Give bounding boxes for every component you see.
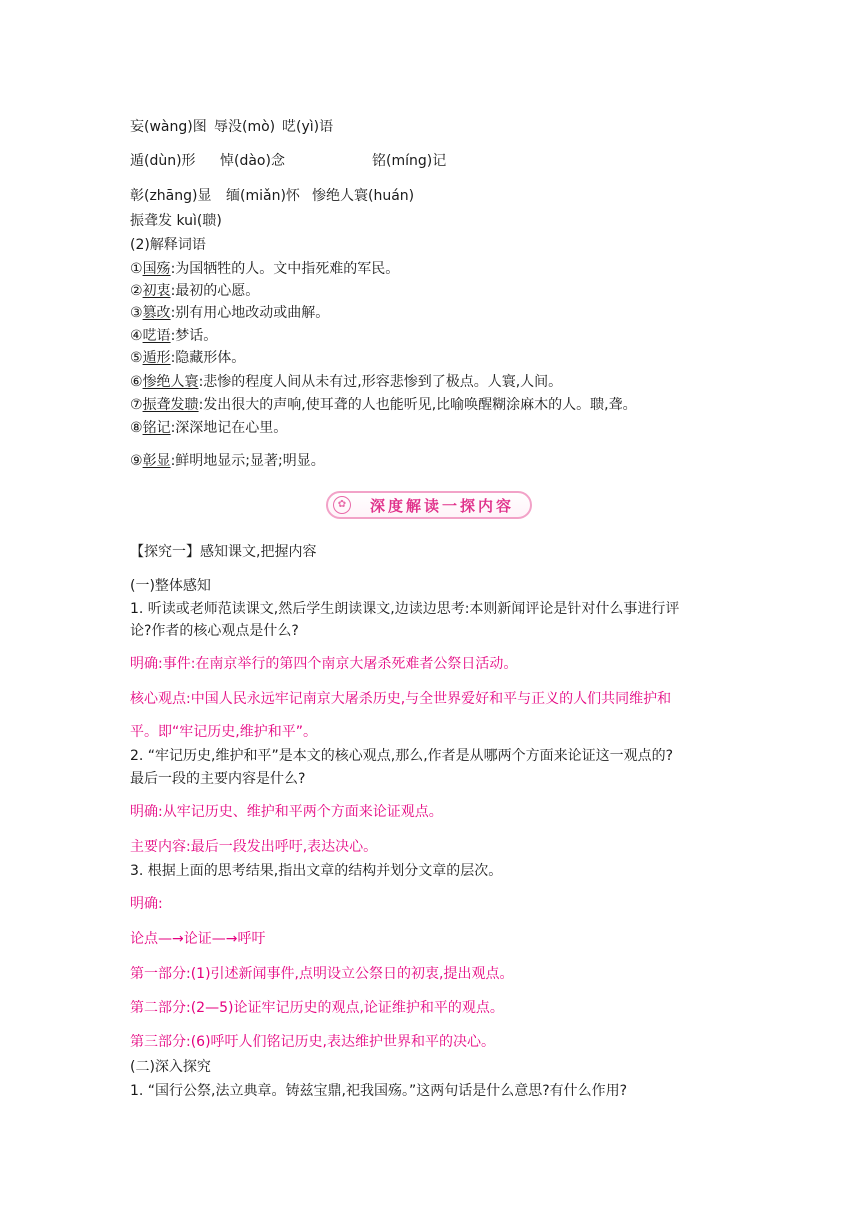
question-2-line-2: 最后一段的主要内容是什么?: [130, 771, 306, 787]
answer-3-part-3: 第三部分:(6)呼吁人们铭记历史,表达维护世界和平的决心。: [130, 1034, 495, 1050]
vocab-word: 遁(dùn)形: [130, 153, 196, 169]
vocab-word: 铭(míng)记: [372, 153, 447, 169]
vocab-word: 辱没(mò): [214, 119, 276, 135]
banner-title: 深度解读一探内容: [369, 497, 514, 515]
answer-3-label: 明确:: [130, 896, 163, 912]
vocab-row-4: 振聋发 kuì(聩): [130, 213, 222, 229]
vocab-word: 妄(wàng)图: [130, 119, 207, 135]
vocab-word: 彰(zhāng)显: [130, 188, 212, 204]
explain-item: ⑨彰显:鲜明地显示;显著;明显。: [130, 453, 325, 469]
answer-2-aspects: 明确:从牢记历史、维护和平两个方面来论证观点。: [130, 804, 443, 820]
answer-3-structure: 论点—→论证—→呼吁: [130, 931, 266, 947]
explain-item: ⑤遁形:隐藏形体。: [130, 350, 246, 366]
explain-term: 呓语: [142, 328, 171, 344]
answer-1-view-cont: 平。即“牢记历史,维护和平”。: [130, 724, 317, 740]
explain-term: 铭记: [142, 420, 171, 436]
answer-3-part-1: 第一部分:(1)引述新闻事件,点明设立公祭日的初衷,提出观点。: [130, 966, 514, 982]
vocab-word: 惨绝人寰(huán): [312, 188, 415, 204]
explain-item: ④呓语:梦话。: [130, 328, 218, 344]
section-banner: [326, 491, 532, 519]
explain-item: ③篡改:别有用心地改动或曲解。: [130, 305, 330, 321]
question-1-line-1: 1. 听读或老师范读课文,然后学生朗读课文,边读边思考:本则新闻评论是针对什么事进行评: [130, 601, 680, 617]
answer-2-summary: 主要内容:最后一段发出呼吁,表达决心。: [130, 839, 378, 855]
answer-3-part-2: 第二部分:(2—5)论证牢记历史的观点,论证维护和平的观点。: [130, 1000, 504, 1016]
banner-badge-icon: ✿: [333, 496, 351, 514]
vocab-word: 缅(miǎn)怀: [226, 188, 300, 204]
explain-item: ②初衷:最初的心愿。: [130, 283, 260, 299]
vocab-word: 悼(dào)念: [220, 153, 285, 169]
question-4: 1. “国行公祭,法立典章。铸兹宝鼎,祀我国殇。”这两句话是什么意思?有什么作用?: [130, 1083, 628, 1099]
explain-term: 初衷: [142, 283, 171, 299]
subsection-title: (一)整体感知: [130, 578, 211, 594]
explain-term: 篡改: [142, 305, 171, 321]
vocab-word: 呓(yì)语: [282, 119, 334, 135]
question-2-line-1: 2. “牢记历史,维护和平”是本文的核心观点,那么,作者是从哪两个方面来论证这一观点的?: [130, 748, 674, 764]
explain-item: ⑧铭记:深深地记在心里。: [130, 420, 288, 436]
explain-item: ⑦振聋发聩:发出很大的声响,使耳聋的人也能听见,比喻唤醒糊涂麻木的人。聩,聋。: [130, 397, 637, 413]
explain-item: ①国殇:为国牺牲的人。文中指死难的军民。: [130, 261, 400, 277]
answer-1-view: 核心观点:中国人民永远牢记南京大屠杀历史,与全世界爱好和平与正义的人们共同维护和: [130, 691, 672, 707]
explain-term: 振聋发聩: [142, 397, 199, 413]
section-title: 【探究一】感知课文,把握内容: [130, 544, 317, 560]
explain-term: 国殇: [142, 261, 171, 277]
explain-term: 彰显: [142, 453, 171, 469]
question-1-line-2: 论?作者的核心观点是什么?: [130, 623, 299, 639]
explain-term: 遁形: [142, 350, 171, 366]
explain-heading: (2)解释词语: [130, 237, 206, 253]
explain-term: 惨绝人寰: [142, 374, 199, 390]
question-3: 3. 根据上面的思考结果,指出文章的结构并划分文章的层次。: [130, 863, 503, 879]
subsection-title-2: (二)深入探究: [130, 1059, 211, 1075]
explain-item: ⑥惨绝人寰:悲惨的程度人间从未有过,形容悲惨到了极点。人寰,人间。: [130, 374, 563, 390]
answer-1-event: 明确:事件:在南京举行的第四个南京大屠杀死难者公祭日活动。: [130, 656, 518, 672]
